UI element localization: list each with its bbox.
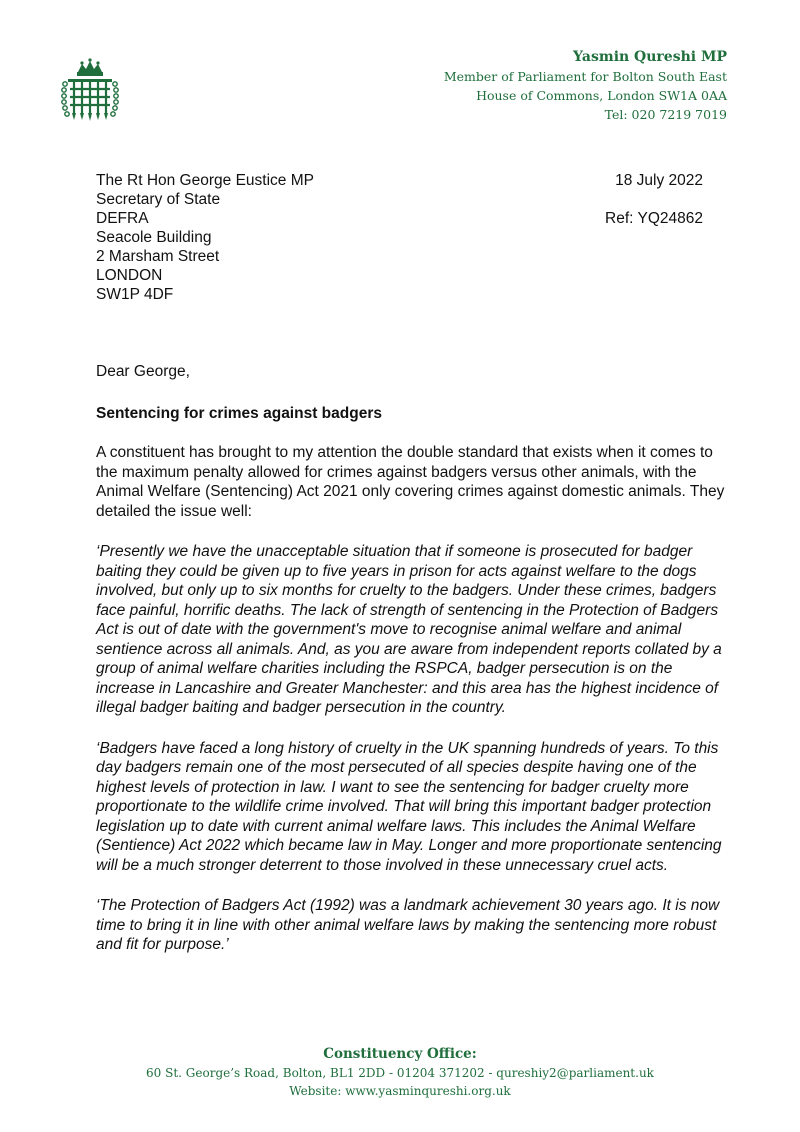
mp-address: House of Commons, London SW1A 0AA xyxy=(476,88,727,103)
recipient-line: The Rt Hon George Eustice MP xyxy=(96,172,314,189)
mp-telephone: Tel: 020 7219 7019 xyxy=(604,107,727,122)
recipient-line: DEFRA xyxy=(96,210,149,227)
subject-heading: Sentencing for crimes against badgers xyxy=(96,404,382,422)
quote-paragraph-2: ‘Badgers have faced a long history of cruelty in the UK spanning hundreds of years. To this day badgers remain one of the most persecuted of all species despite having one of the highest levels of protection in law. I want to see the sentencing for badger cruelty more proportionate to the wildlife crime involved. That will bring this important badger protection legislation up to date with current animal welfare laws. This includes the Animal Welfare (Sentience) Act 2022 which became law in May. Longer and more proportionate sentencing will be a much stronger deterrent to those involved in these unnecessary cruel acts. xyxy=(96,739,722,874)
footer-address: 60 St. George’s Road, Bolton, BL1 2DD - 01204 371202 - qureshiy2@parliament.uk xyxy=(146,1066,654,1080)
letter-meta xyxy=(605,171,703,228)
intro-paragraph: A constituent has brought to my attention the double standard that exists when it comes to the maximum penalty allowed for crimes against badgers versus other animals, with the Animal Welfare (Sentencing) Act 2021 only covering crimes against domestic animals. They detailed the issue well: xyxy=(96,444,725,520)
recipient-address xyxy=(96,171,314,304)
quote-paragraph-1: ‘Presently we have the unacceptable situation that if someone is prosecuted for badger baiting they could be given up to five years in prison for acts against welfare to the dogs involved, but only up to six months for cruelty to the badgers. Under these crimes, badgers face painful, horrific deaths. The lack of strength of sentencing in the Protection of Badgers Act is out of date with the government's move to recognise animal welfare and animal sentience across all animals. And, as you are aware from independent reports collated by a group of animal welfare charities including the RSPCA, badger persecution is on the increase in Lancashire and Greater Manchester: and this area has the highest incidence of illegal badger baiting and badger persecution in the country. xyxy=(96,543,722,716)
recipient-line: Seacole Building xyxy=(96,229,212,246)
recipient-line: Secretary of State xyxy=(96,191,221,208)
mp-role: Member of Parliament for Bolton South East xyxy=(443,69,727,84)
salutation: Dear George, xyxy=(96,363,190,380)
mp-name: Yasmin Qureshi MP xyxy=(573,49,727,65)
recipient-line: LONDON xyxy=(96,267,163,284)
letter-date: 18 July 2022 xyxy=(615,172,703,189)
footer-office-label: Constituency Office: xyxy=(323,1046,477,1062)
letter-body xyxy=(96,362,726,976)
recipient-line: SW1P 4DF xyxy=(96,286,174,303)
letterhead xyxy=(444,48,727,124)
quote-paragraph-3: ‘The Protection of Badgers Act (1992) was a landmark achievement 30 years ago. It is now time to bring it in line with other animal welfare laws by making the sentencing more robust and fit for purpose.’ xyxy=(96,897,720,953)
letter-reference: Ref: YQ24862 xyxy=(605,210,703,227)
footer xyxy=(0,1045,800,1100)
portcullis-icon xyxy=(60,58,120,124)
footer-website: Website: www.yasminqureshi.org.uk xyxy=(289,1084,511,1098)
recipient-line: 2 Marsham Street xyxy=(96,248,220,265)
